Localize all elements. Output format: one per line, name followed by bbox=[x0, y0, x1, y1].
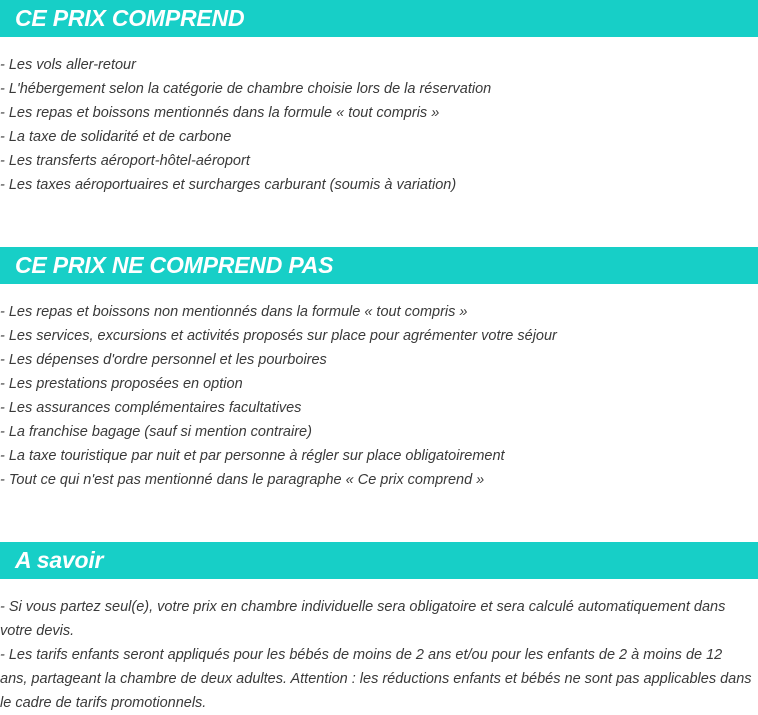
section-title-info: A savoir bbox=[0, 542, 758, 579]
list-item: - La taxe touristique par nuit et par personne à régler sur place obligatoirement bbox=[0, 448, 505, 464]
list-item: - Les vols aller-retour bbox=[0, 57, 136, 73]
list-item: - Les transferts aéroport-hôtel-aéroport bbox=[0, 153, 250, 169]
list-item: - La franchise bagage (sauf si mention contraire) bbox=[0, 424, 312, 440]
list-item: - Les repas et boissons mentionnés dans la formule « tout compris » bbox=[0, 105, 440, 121]
info-paragraph: - Si vous partez seul(e), votre prix en chambre individuelle sera obligatoire et sera calculé automatiquement dans votre devis. bbox=[0, 599, 726, 639]
list-item: - Les repas et boissons non mentionnés dans la formule « tout compris » bbox=[0, 304, 468, 320]
list-item: - Les services, excursions et activités proposés sur place pour agrémenter votre séjour bbox=[0, 328, 557, 344]
excluded-list bbox=[0, 300, 557, 492]
list-item: - Les prestations proposées en option bbox=[0, 376, 243, 392]
list-item: - Les assurances complémentaires facultatives bbox=[0, 400, 302, 416]
list-item: - La taxe de solidarité et de carbone bbox=[0, 129, 232, 145]
list-item: - L'hébergement selon la catégorie de chambre choisie lors de la réservation bbox=[0, 81, 492, 97]
list-item: - Les taxes aéroportuaires et surcharges carburant (soumis à variation) bbox=[0, 177, 457, 193]
included-list bbox=[0, 53, 491, 197]
list-item: - Tout ce qui n'est pas mentionné dans le paragraphe « Ce prix comprend » bbox=[0, 472, 485, 488]
section-title-included: CE PRIX COMPREND bbox=[0, 0, 758, 37]
list-item: - Les dépenses d'ordre personnel et les pourboires bbox=[0, 352, 327, 368]
section-title-excluded: CE PRIX NE COMPREND PAS bbox=[0, 247, 758, 284]
info-paragraph: - Les tarifs enfants seront appliqués pour les bébés de moins de 2 ans et/ou pour les enfants de 2 à moins de 12 ans, partageant la chambre de deux adultes. Attention : les réductions enfants et bébés ne sont pas applicables dans le cadre de tarifs promotionnels. bbox=[0, 647, 752, 711]
